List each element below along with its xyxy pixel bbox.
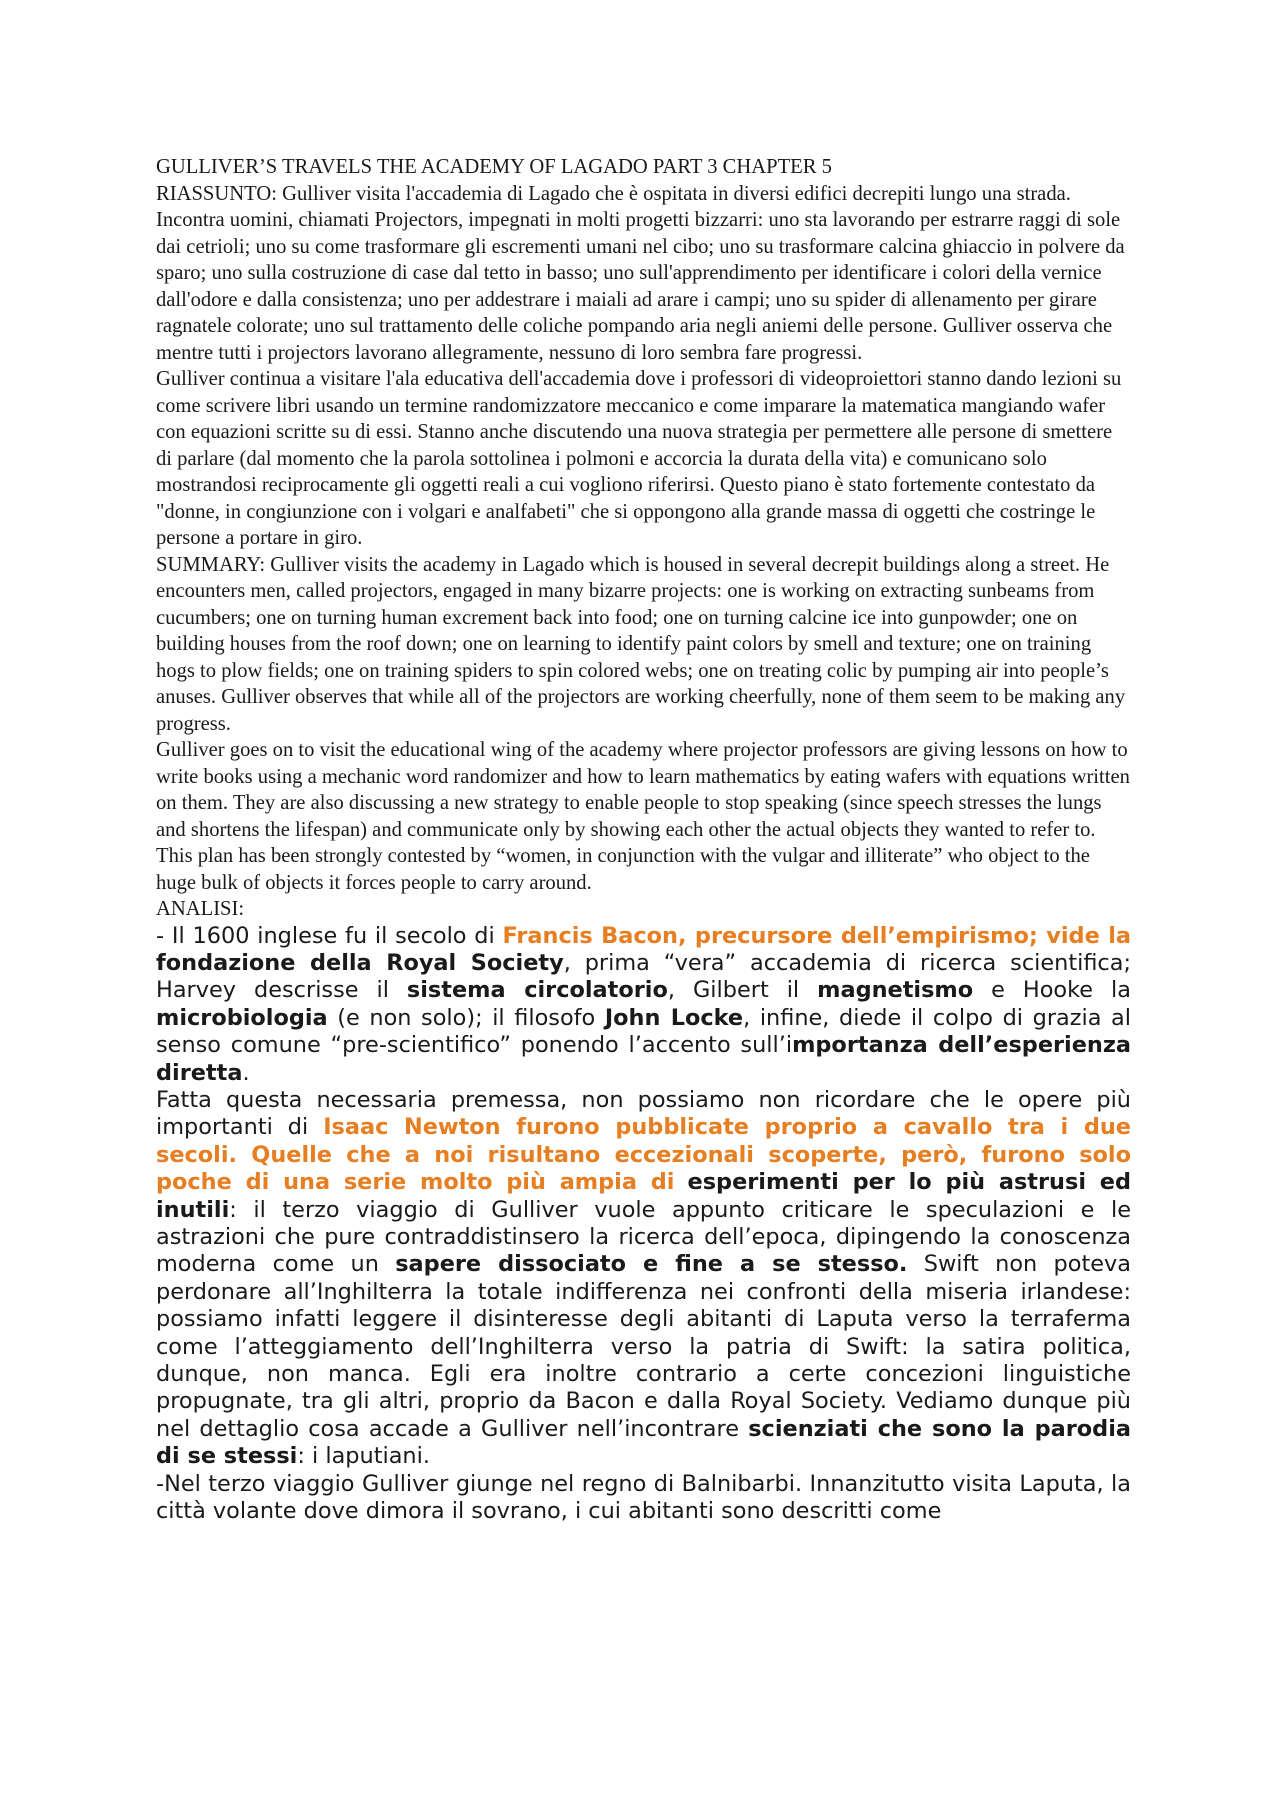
bold-text: microbiologia bbox=[156, 1004, 328, 1031]
riassunto-paragraph-2: Gulliver continua a visitare l'ala educativa dell'accademia dove i professori di videoproiettori stanno dando lezioni su come scrivere libri usando un termine randomizzatore meccanico e come imparare la matematica mangiando wafer con equazioni scritte su di essi. Stanno anche discutendo una nuova strategia per permettere alle persone di smettere di parlare (dal momento che la parola sottolinea i polmoni e accorcia la durata della vita) e comunicano solo mostrandosi reciprocamente gli oggetti reali a cui vogliono riferirsi. Questo piano è stato fortemente contestato da "donne, in congiunzione con i volgari e analfabeti" che si oppongono alla grande massa di oggetti che costringe le persone a portare in giro. bbox=[156, 368, 1122, 549]
bold-text: magnetismo bbox=[817, 977, 974, 1004]
bold-text: sistema circolatorio bbox=[406, 977, 668, 1004]
body-text: . bbox=[242, 1059, 250, 1086]
document-page bbox=[156, 154, 1131, 1525]
body-text: (e non solo); il filosofo bbox=[327, 1004, 605, 1031]
bold-text: John Locke bbox=[604, 1004, 744, 1031]
bold-text: sapere dissociato e fine a se stesso. bbox=[395, 1251, 908, 1278]
bold-text: fondazione della Royal Society bbox=[156, 949, 564, 976]
body-text: , infine, diede il colpo di grazia al senso comune “pre-scientifico” ponendo l’accento sull’i bbox=[156, 1004, 1131, 1059]
document-title: GULLIVER’S TRAVELS THE ACADEMY OF LAGADO PART 3 CHAPTER 5 bbox=[156, 156, 832, 178]
analisi-paragraph-2 bbox=[156, 1087, 1131, 1471]
body-text: Swift non poteva perdonare all’Inghilterra la totale indifferenza nei confronti della miseria irlandese: possiamo infatti leggere il disinteresse degli abitanti di Laputa verso la terraferma come l’atteggiamento dell’Inghilterra verso la patria di Swift: la satira politica, dunque, non manca. Egli era inoltre contrario a certe concezioni linguistiche propugnate, tra gli altri, proprio da Bacon e dalla Royal Society. Vediamo dunque più nel dettaglio cosa accade a Gulliver nell’incontrare bbox=[156, 1251, 1131, 1442]
bold-text: mportanza dell’esperienza diretta bbox=[156, 1032, 1131, 1086]
summary-paragraph-2: Gulliver goes on to visit the educational wing of the academy where projector professors are giving lessons on how to write books using a mechanic word randomizer and how to learn mathematics by eating wafers with equations written on them. They are also discussing a new strategy to enable people to stop speaking (since speech stresses the lungs and shortens the lifespan) and communicate only by showing each other the actual objects they wanted to refer to. This plan has been strongly contested by “women, in conjunction with the vulgar and illiterate” who object to the huge bulk of objects it forces people to carry around. bbox=[156, 739, 1130, 894]
body-text: : i laputiani. bbox=[297, 1443, 430, 1470]
body-text: , Gilbert il bbox=[667, 977, 818, 1004]
body-text: e Hooke la bbox=[973, 977, 1131, 1004]
summary-paragraph-1: SUMMARY: Gulliver visits the academy in Lagado which is housed in several decrepit buildings along a street. He encounters men, called projectors, engaged in many bizarre projects: one is working on extracting sunbeams from cucumbers; one on turning human excrement back into food; one on turning calcine ice into gunpowder; one on building houses from the roof down; one on learning to identify paint colors by smell and texture; one on training hogs to plow fields; one on training spiders to spin colored webs; one on treating colic by pumping air into people’s anuses. Gulliver observes that while all of the projectors are working cheerfully, none of them seem to be making any progress. bbox=[156, 553, 1126, 735]
body-text: - Il 1600 inglese fu il secolo di bbox=[156, 922, 503, 949]
highlighted-text: Francis Bacon, precursore dell’empirismo; vide la bbox=[502, 922, 1131, 949]
body-text: , prima “vera” accademia di ricerca scientifica; Harvey descrisse il bbox=[156, 949, 1131, 1004]
analisi-heading: ANALISI: bbox=[156, 898, 245, 920]
analisi-paragraph-3: -Nel terzo viaggio Gulliver giunge nel regno di Balnibarbi. Innanzitutto visita Laputa, la città volante dove dimora il sovrano, i cui abitanti sono descritti come bbox=[156, 1470, 1131, 1525]
bold-text: esperimenti per lo più astrusi ed inutili bbox=[156, 1169, 1131, 1223]
riassunto-paragraph-1: RIASSUNTO: Gulliver visita l'accademia di Lagado che è ospitata in diversi edifici decrepiti lungo una strada. Incontra uomini, chiamati Projectors, impegnati in molti progetti bizzarri: uno sta lavorando per estrarre raggi di sole dai cetrioli; uno su come trasformare gli escrementi umani nel cibo; uno su trasformare calcina ghiaccio in polvere da sparo; uno sulla costruzione di case dal tetto in basso; uno sull'apprendimento per identificare i colori della vernice dall'odore e dalla consistenza; uno per addestrare i maiali ad arare i campi; uno su spider di allenamento per girare ragnatele colorate; uno sul trattamento delle coliche pompando aria negli aniemi delle persone. Gulliver osserva che mentre tutti i projectors lavorano allegramente, nessuno di loro sembra fare progressi. bbox=[156, 182, 1125, 364]
highlighted-text: Isaac Newton furono pubblicate proprio a cavallo tra i due secoli. Quelle che a noi risultano eccezionali scoperte, però, furono solo poche di una serie molto più ampia di bbox=[156, 1114, 1131, 1196]
body-text: Fatta questa necessaria premessa, non possiamo non ricordare che le opere più importanti di bbox=[156, 1086, 1131, 1141]
body-text bbox=[674, 1169, 687, 1195]
analisi-paragraph-1 bbox=[156, 923, 1131, 1087]
body-text: : il terzo viaggio di Gulliver vuole appunto criticare le speculazioni e le astrazioni che pure contraddistinsero la ricerca dell’epoca, dipingendo la conoscenza moderna come un bbox=[156, 1196, 1131, 1278]
bold-text: scienziati che sono la parodia di se stessi bbox=[156, 1415, 1131, 1470]
